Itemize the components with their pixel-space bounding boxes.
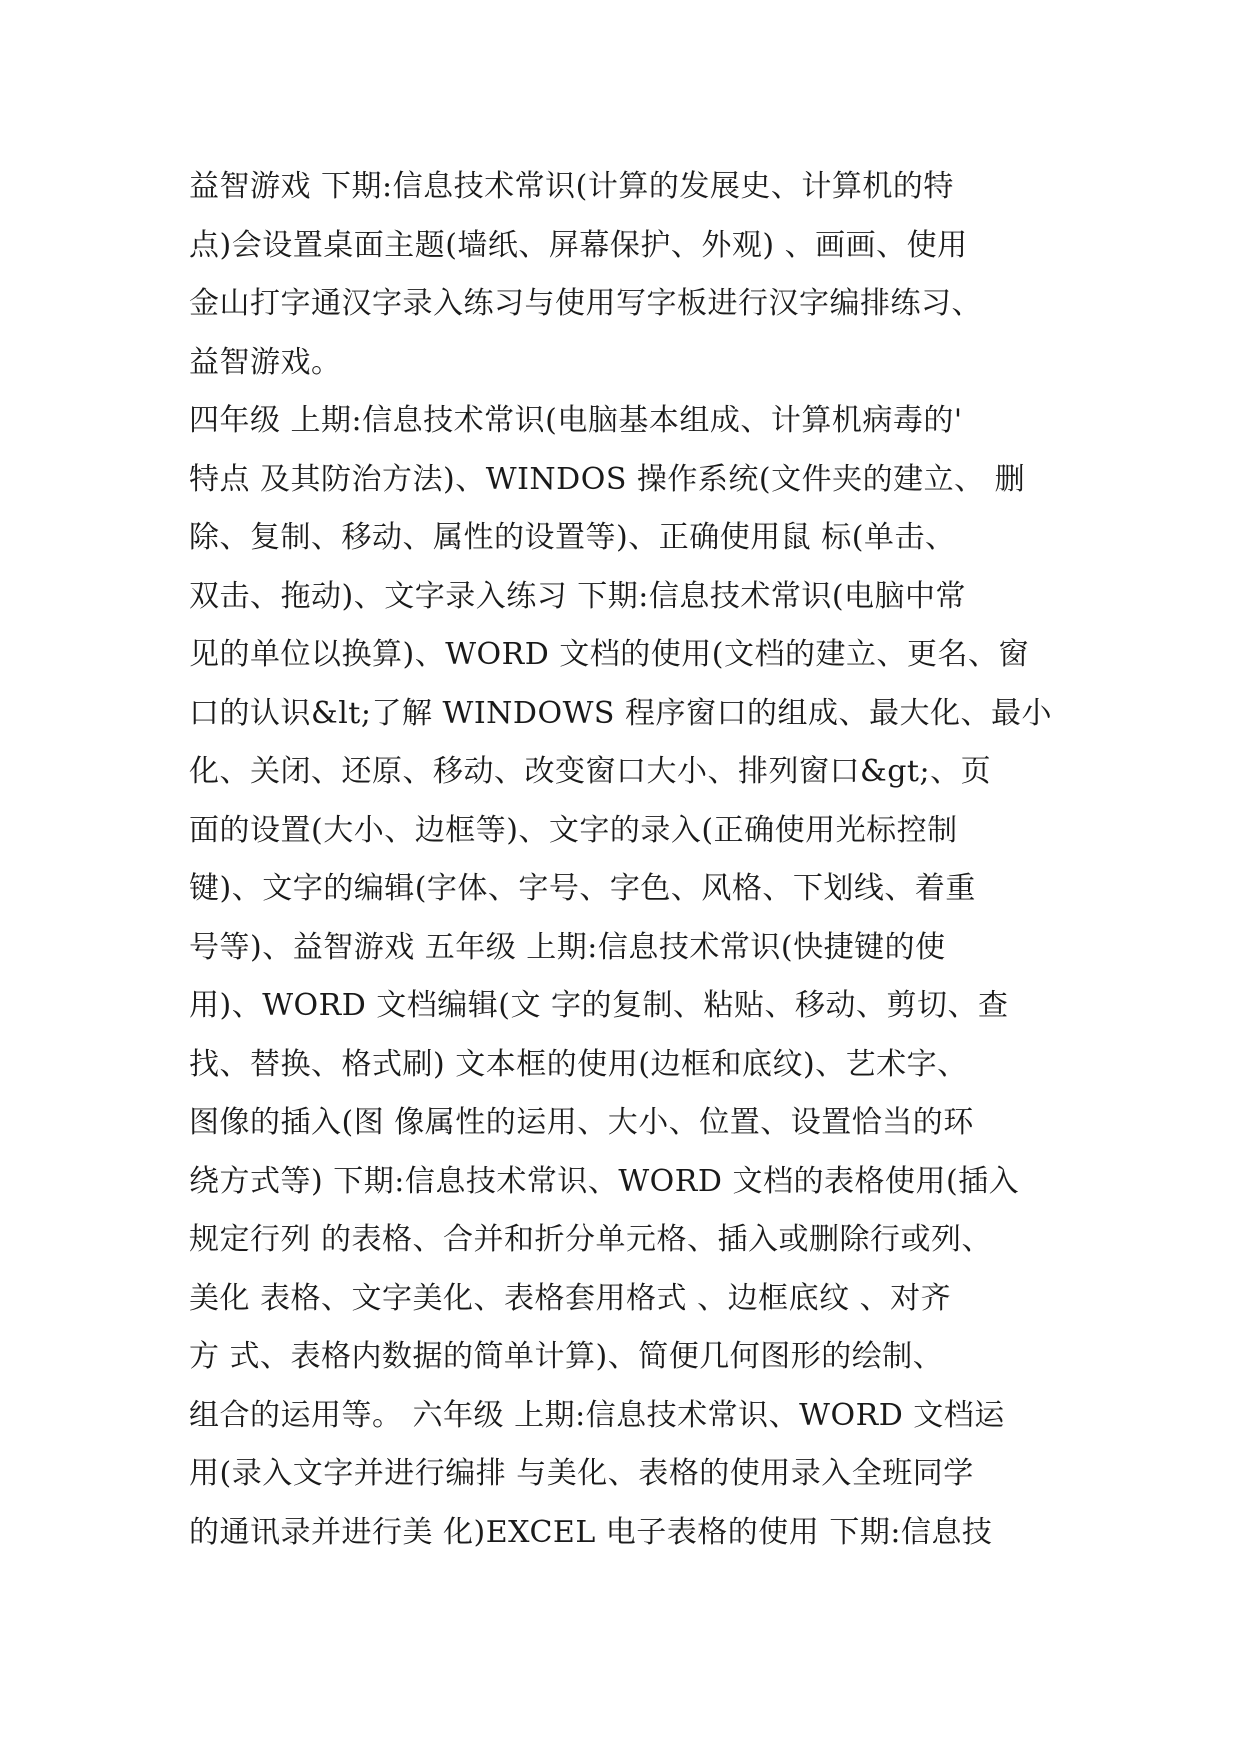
text-line: 用)、WORD 文档编辑(文 字的复制、粘贴、移动、剪切、查: [189, 988, 1009, 1023]
text-line: 规定行列 的表格、合并和折分单元格、插入或删除行或列、: [189, 1222, 993, 1257]
text-line: 特点 及其防治方法)、WINDOS 操作系统(文件夹的建立、 删: [189, 461, 1026, 497]
text-line: 图像的插入(图 像属性的运用、大小、位置、设置恰当的环: [189, 1105, 974, 1140]
text-line: 见的单位以换算)、WORD 文档的使用(文档的建立、更名、窗: [189, 637, 1030, 672]
text-line: 方 式、表格内数据的简单计算)、简便几何图形的绘制、: [189, 1339, 944, 1374]
body-text: [189, 158, 1089, 1562]
text-line: 组合的运用等。 六年级 上期:信息技术常识、WORD 文档运: [189, 1397, 1005, 1433]
text-line: 化、关闭、还原、移动、改变窗口大小、排列窗口&gt;、页: [189, 754, 992, 789]
text-line: 益智游戏 下期:信息技术常识(计算的发展史、计算机的特: [189, 169, 954, 204]
text-line: 除、复制、移动、属性的设置等)、正确使用鼠 标(单击、: [189, 520, 956, 555]
text-line: 面的设置(大小、边框等)、文字的录入(正确使用光标控制: [189, 812, 958, 848]
text-line: 键)、文字的编辑(字体、字号、字色、风格、下划线、着重: [189, 871, 976, 906]
text-line: 号等)、益智游戏 五年级 上期:信息技术常识(快捷键的使: [189, 929, 946, 965]
text-line: 找、替换、格式刷) 文本框的使用(边框和底纹)、艺术字、: [189, 1046, 968, 1082]
text-line: 四年级 上期:信息技术常识(电脑基本组成、计算机病毒的': [189, 403, 963, 438]
text-line: 口的认识&lt;了解 WINDOWS 程序窗口的组成、最大化、最小: [189, 695, 1053, 731]
text-line: 益智游戏。: [189, 344, 342, 380]
text-line: 点)会设置桌面主题(墙纸、屏幕保护、外观) 、画画、使用: [189, 227, 968, 263]
text-line: 绕方式等) 下期:信息技术常识、WORD 文档的表格使用(插入: [189, 1163, 1020, 1199]
text-line: 双击、拖动)、文字录入练习 下期:信息技术常识(电脑中常: [189, 578, 967, 614]
text-line: 美化 表格、文字美化、表格套用格式 、边框底纹 、对齐: [189, 1280, 952, 1316]
text-line: 金山打字通汉字录入练习与使用写字板进行汉字编排练习、: [189, 286, 982, 321]
text-line: 的通讯录并进行美 化)EXCEL 电子表格的使用 下期:信息技: [189, 1514, 993, 1550]
text-line: 用(录入文字并进行编排 与美化、表格的使用录入全班同学: [189, 1456, 974, 1491]
